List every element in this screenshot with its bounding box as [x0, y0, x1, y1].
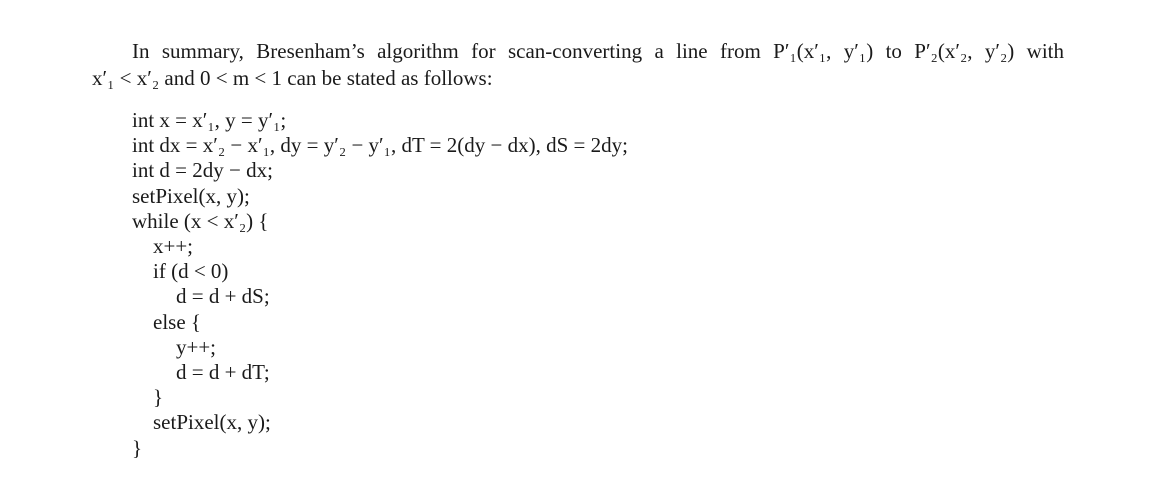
code-line-4: setPixel(x, y); [132, 183, 250, 208]
code-line-11: d = d + dT; [176, 360, 270, 385]
code-line-3: int d = 2dy − dx; [132, 158, 273, 183]
code-line-8: d = d + dS; [176, 284, 270, 309]
code-line-9: else { [153, 309, 201, 334]
paragraph-line-2: x′₁ < x′₂ and 0 < m < 1 can be stated as follows: [92, 66, 493, 90]
summary-paragraph [92, 38, 1064, 92]
code-line-13: setPixel(x, y); [153, 410, 271, 435]
code-line-7: if (d < 0) [153, 259, 229, 284]
code-line-2: int dx = x′₂ − x′₁, dy = y′₂ − y′₁, dT = 2(dy − dx), dS = 2dy; [132, 133, 628, 158]
code-line-10: y++; [176, 334, 217, 359]
code-line-1: int x = x′₁, y = y′₁; [132, 108, 287, 132]
code-line-5: while (x < x′₂) { [132, 208, 269, 233]
code-line-12: } [153, 385, 164, 410]
algorithm-code-block [132, 108, 628, 461]
code-line-14: } [132, 435, 143, 460]
code-line-6: x++; [153, 234, 194, 259]
paragraph-line-1: In summary, Bresenham’s algorithm for scan-converting a line from P′₁(x′₁, y′₁) to P′₂(x′₂, y′₂) with [132, 39, 1064, 63]
